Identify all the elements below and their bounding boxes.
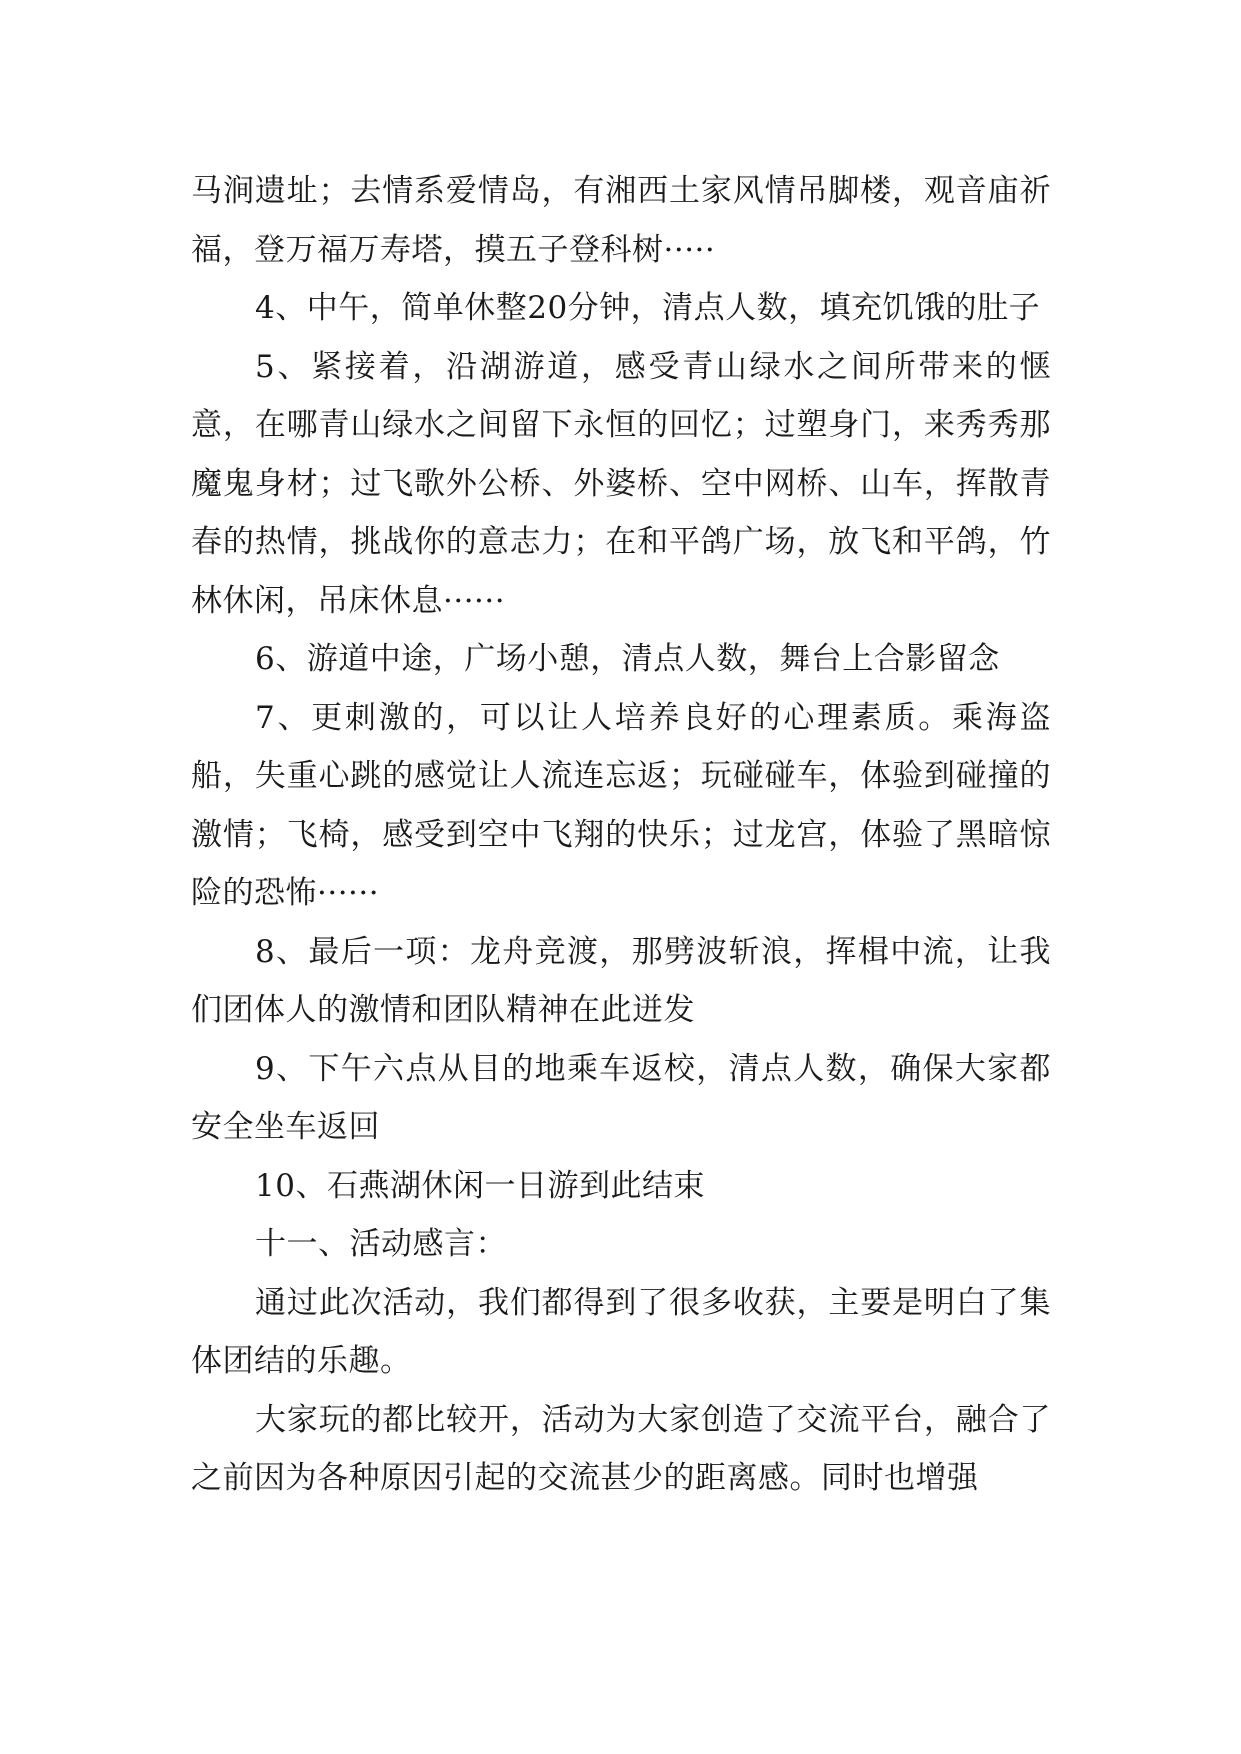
paragraph-10: 大家玩的都比较开，活动为大家创造了交流平台，融合了之前因为各种原因引起的交流甚少的距离感。同时也增强 xyxy=(191,1401,1051,1496)
paragraph-4: 6、游道中途，广场小憩，清点人数，舞台上合影留念 xyxy=(255,641,1000,677)
paragraph-5: 7、更刺激的，可以让人培养良好的心理素质。乘海盗船，失重心跳的感觉让人流连忘返；玩碰碰车，体验到碰撞的激情；飞椅，感受到空中飞翔的快乐；过龙宫，体验了黑暗惊险的恐怖······ xyxy=(191,699,1051,911)
document-page xyxy=(191,162,1051,1508)
paragraph-9: 通过此次活动，我们都得到了很多收获，主要是明白了集体团结的乐趣。 xyxy=(191,1284,1051,1379)
paragraph-6: 8、最后一项：龙舟竞渡，那劈波斩浪，挥楫中流，让我们团体人的激情和团队精神在此迸发 xyxy=(191,933,1051,1028)
paragraph-1: 马涧遗址；去情系爱情岛，有湘西土家风情吊脚楼，观音庙祈福，登万福万寿塔，摸五子登科树····· xyxy=(191,173,1051,268)
section-heading: 十一、活动感言： xyxy=(255,1226,507,1262)
paragraph-8: 10、石燕湖休闲一日游到此结束 xyxy=(255,1167,705,1204)
paragraph-2: 4、中午，简单休整20分钟，清点人数，填充饥饿的肚子 xyxy=(255,290,1041,326)
paragraph-3: 5、紧接着，沿湖游道，感受青山绿水之间所带来的惬意，在哪青山绿水之间留下永恒的回忆；过塑身门，来秀秀那魔鬼身材；过飞歌外公桥、外婆桥、空中网桥、山车，挥散青春的热情，挑战你的意志力；在和平鸽广场，放飞和平鸽，竹林休闲，吊床休息······ xyxy=(191,348,1051,619)
paragraph-7: 9、下午六点从目的地乘车返校，清点人数，确保大家都安全坐车返回 xyxy=(191,1050,1051,1145)
